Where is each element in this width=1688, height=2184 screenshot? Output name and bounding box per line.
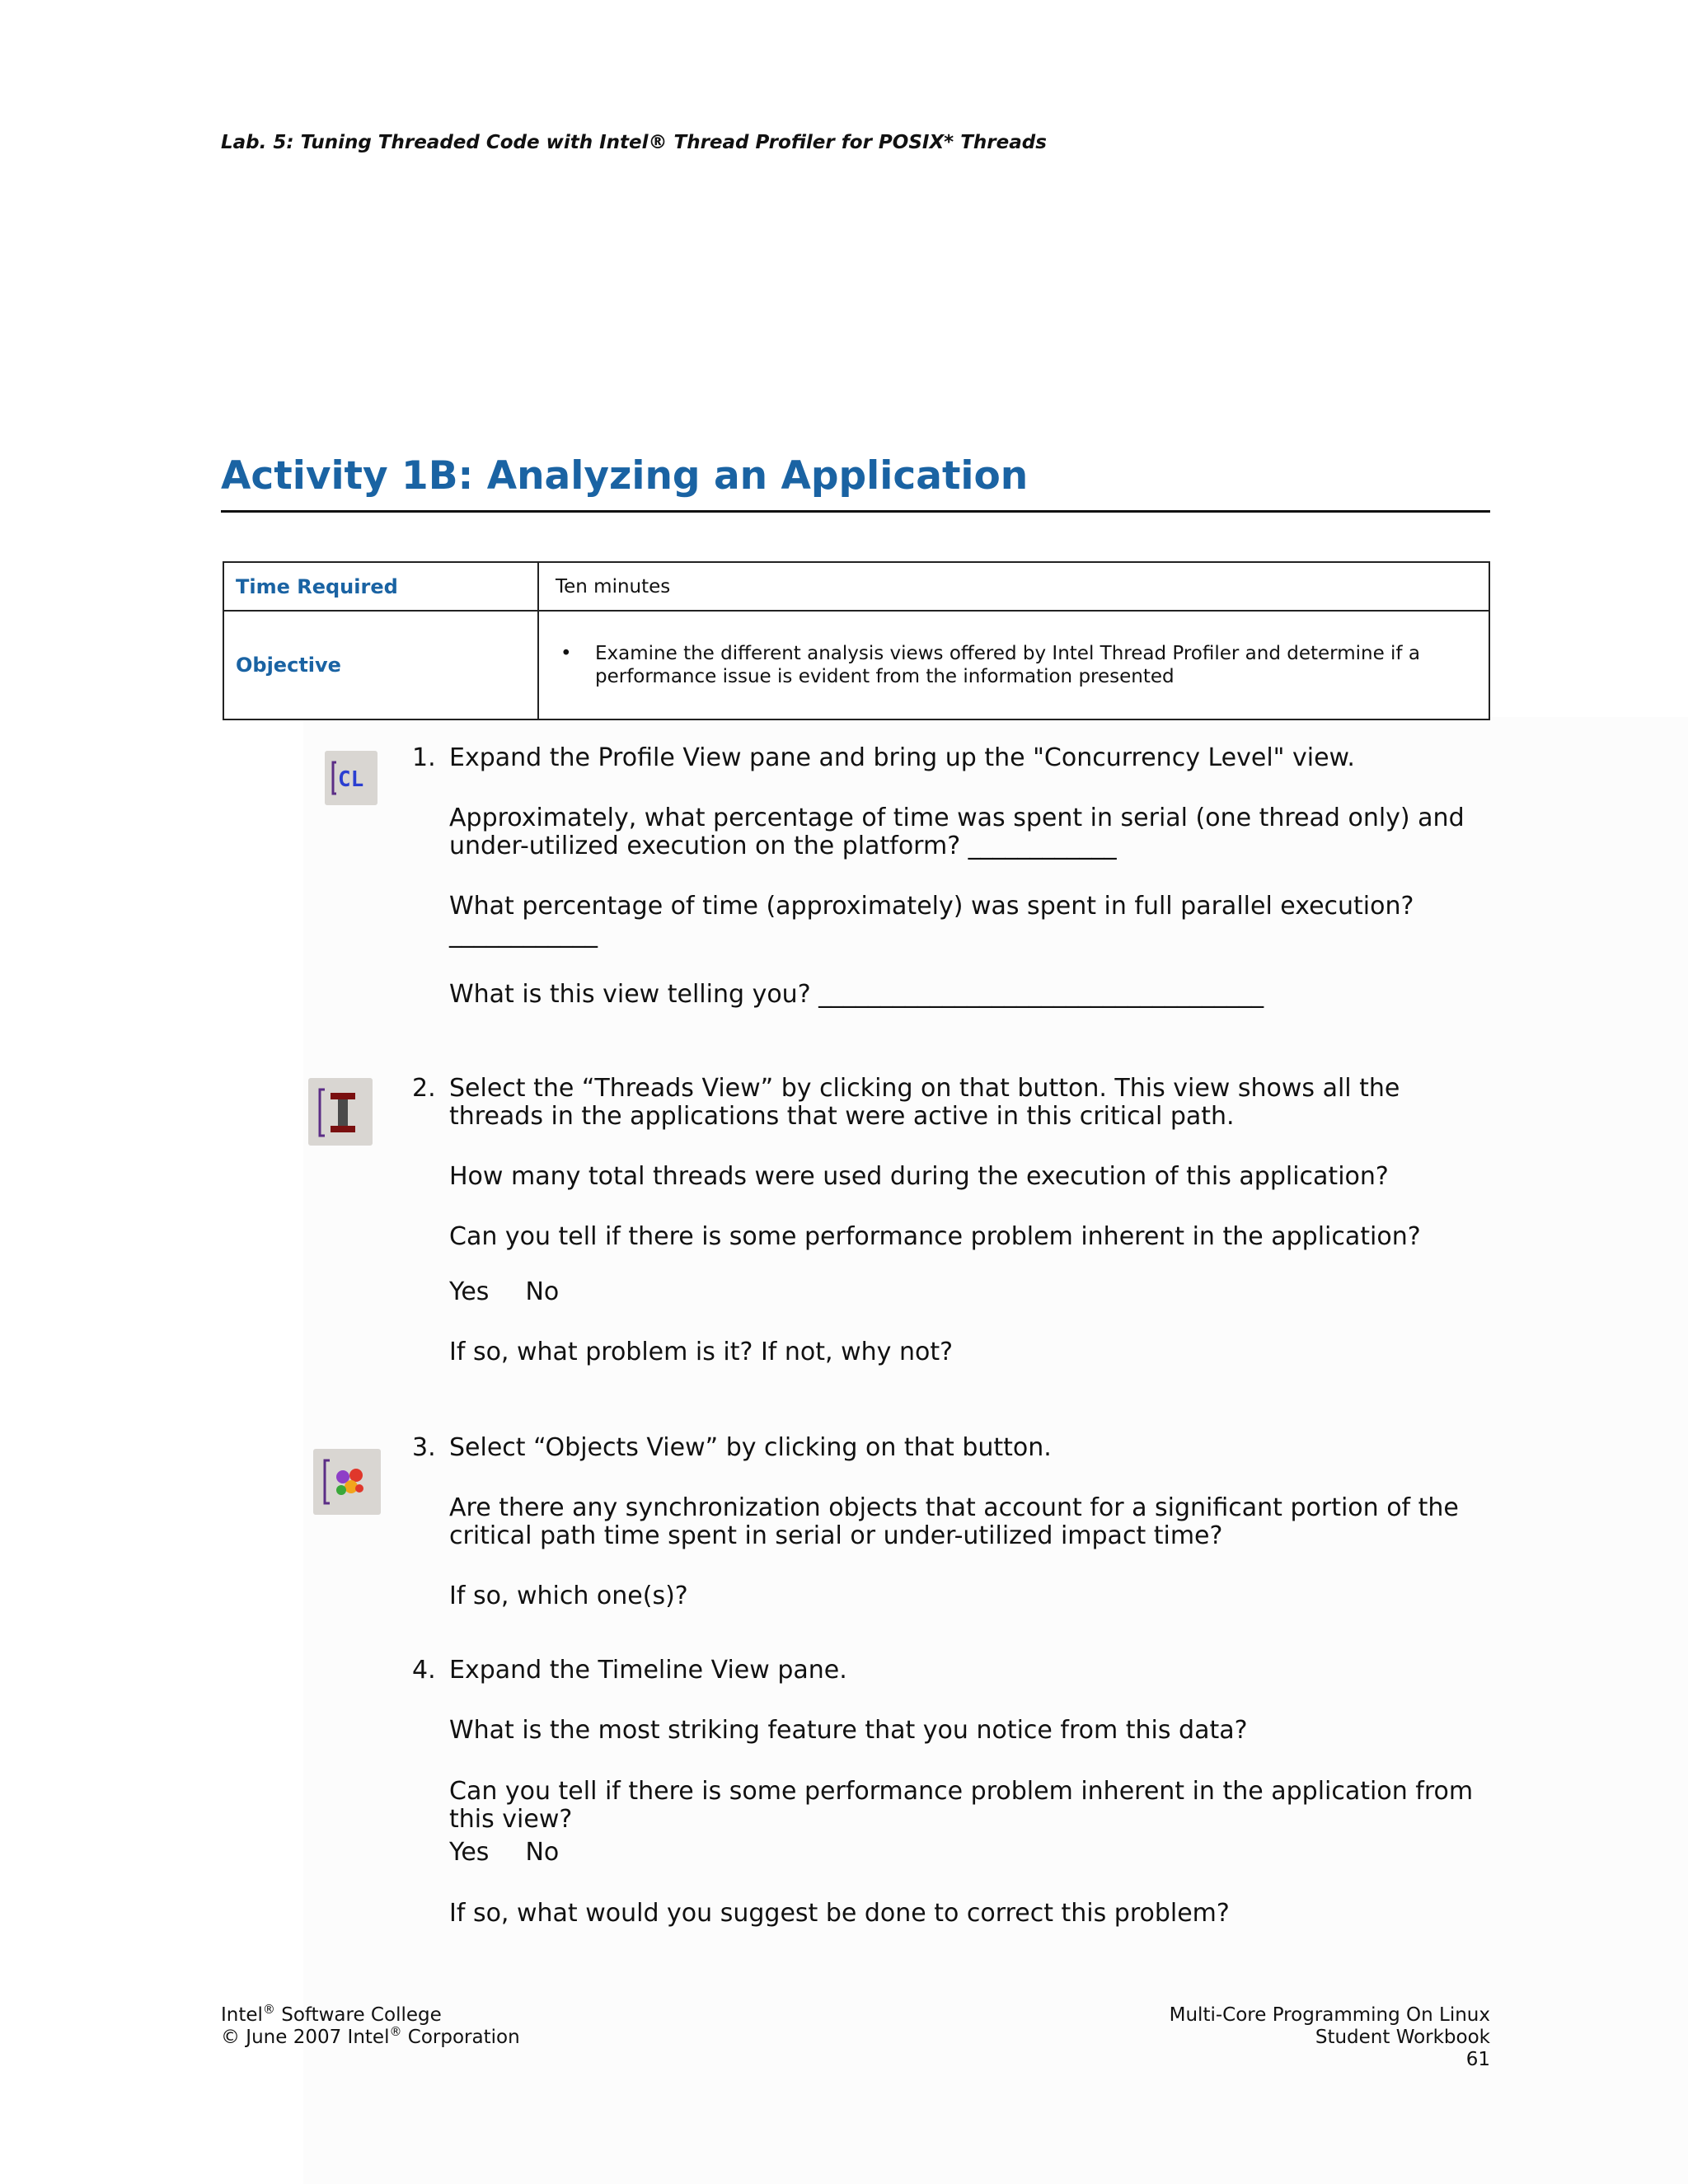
footer-publisher — [221, 2004, 520, 2027]
objects-view-glyph — [313, 1449, 381, 1515]
footer-book-title: Student Workbook — [1315, 2027, 1490, 2048]
threads-view-glyph — [308, 1078, 373, 1146]
footer-registered-mark: ® — [262, 2002, 275, 2017]
concurrency-level-glyph — [325, 751, 377, 805]
footer-publisher-brand: Intel — [221, 2004, 263, 2026]
step-4-number: 4. — [412, 1656, 436, 1685]
page-title: Activity 1B: Analyzing an Application — [221, 453, 1029, 499]
objective-bullet — [556, 642, 1489, 688]
step-3-question-1: Are there any synchronization objects that account for a significant portion of the critical path time spent in serial or under-utilized impact time? — [449, 1493, 1459, 1550]
threads-view-icon — [308, 1078, 373, 1146]
concurrency-level-icon — [325, 751, 377, 805]
step-4-no-option: No — [525, 1838, 560, 1867]
step-2-question-2: Can you tell if there is some performance problem inherent in the application? — [449, 1222, 1421, 1251]
page-number: 61 — [1465, 2049, 1490, 2070]
step-3-question-2: If so, which one(s)? — [449, 1582, 688, 1610]
objective-row — [223, 611, 1489, 719]
footer-publisher-suffix: Software College — [274, 2004, 442, 2026]
time-required-value: Ten minutes — [538, 562, 1489, 611]
step-4-question-3: If so, what would you suggest be done to correct this problem? — [449, 1899, 1230, 1928]
title-divider — [221, 510, 1490, 513]
step-1-question-3: What is this view telling you? ____________________________________ — [449, 980, 1264, 1009]
concurrency-level-icon-text: CL — [338, 767, 364, 792]
footer-left — [221, 2004, 520, 2049]
activity-info-table — [223, 561, 1490, 720]
time-required-row — [223, 562, 1489, 611]
objective-label: Objective — [223, 611, 538, 719]
step-2-number: 2. — [412, 1074, 436, 1103]
step-2-yes-option: Yes — [449, 1277, 490, 1306]
step-3-number: 3. — [412, 1433, 436, 1462]
running-header: Lab. 5: Tuning Threaded Code with Intel® Thread Profiler for POSIX* Threads — [221, 132, 1047, 153]
step-4-yes-no — [449, 1839, 1496, 1867]
step-2-question-1: How many total threads were used during the execution of this application? — [449, 1162, 1389, 1191]
step-2-heading: Select the “Threads View” by clicking on that button. This view shows all the threads in the applications that were active in this critical path. — [449, 1074, 1400, 1131]
step-1-question-1: Approximately, what percentage of time was spent in serial (one thread only) and under-utilized execution on the platform? ____________ — [449, 804, 1465, 860]
step-3-heading: Select “Objects View” by clicking on that button. — [449, 1433, 1052, 1462]
footer-course-title: Multi-Core Programming On Linux — [1169, 2004, 1490, 2026]
objects-view-icon — [313, 1449, 381, 1515]
step-2-question-3: If so, what problem is it? If not, why not? — [449, 1338, 954, 1366]
step-2-no-option: No — [525, 1277, 560, 1306]
step-2-yes-no — [449, 1278, 1496, 1306]
objective-text: Examine the different analysis views offered by Intel Thread Profiler and determine if a performance issue is evident from the information presented — [595, 643, 1420, 687]
footer-copyright-text: © June 2007 Intel — [221, 2027, 390, 2048]
step-1-number: 1. — [412, 743, 436, 772]
objective-value — [538, 611, 1489, 719]
footer-copyright-mark: ® — [389, 2024, 402, 2039]
footer-copyright-suffix: Corporation — [401, 2027, 520, 2048]
time-required-label: Time Required — [223, 562, 538, 611]
bullet-icon: • — [560, 643, 572, 664]
step-1-heading: Expand the Profile View pane and bring up the "Concurrency Level" view. — [449, 743, 1355, 772]
footer-right — [1170, 2004, 1490, 2071]
footer-copyright — [221, 2024, 520, 2049]
step-4-question-2: Can you tell if there is some performance problem inherent in the application from this view? — [449, 1777, 1474, 1834]
step-4-question-1: What is the most striking feature that you notice from this data? — [449, 1716, 1248, 1745]
step-4-heading: Expand the Timeline View pane. — [449, 1656, 847, 1685]
step-4-yes-option: Yes — [449, 1838, 490, 1867]
step-1-question-2: What percentage of time (approximately) was spent in full parallel execution? ____________ — [449, 892, 1414, 949]
